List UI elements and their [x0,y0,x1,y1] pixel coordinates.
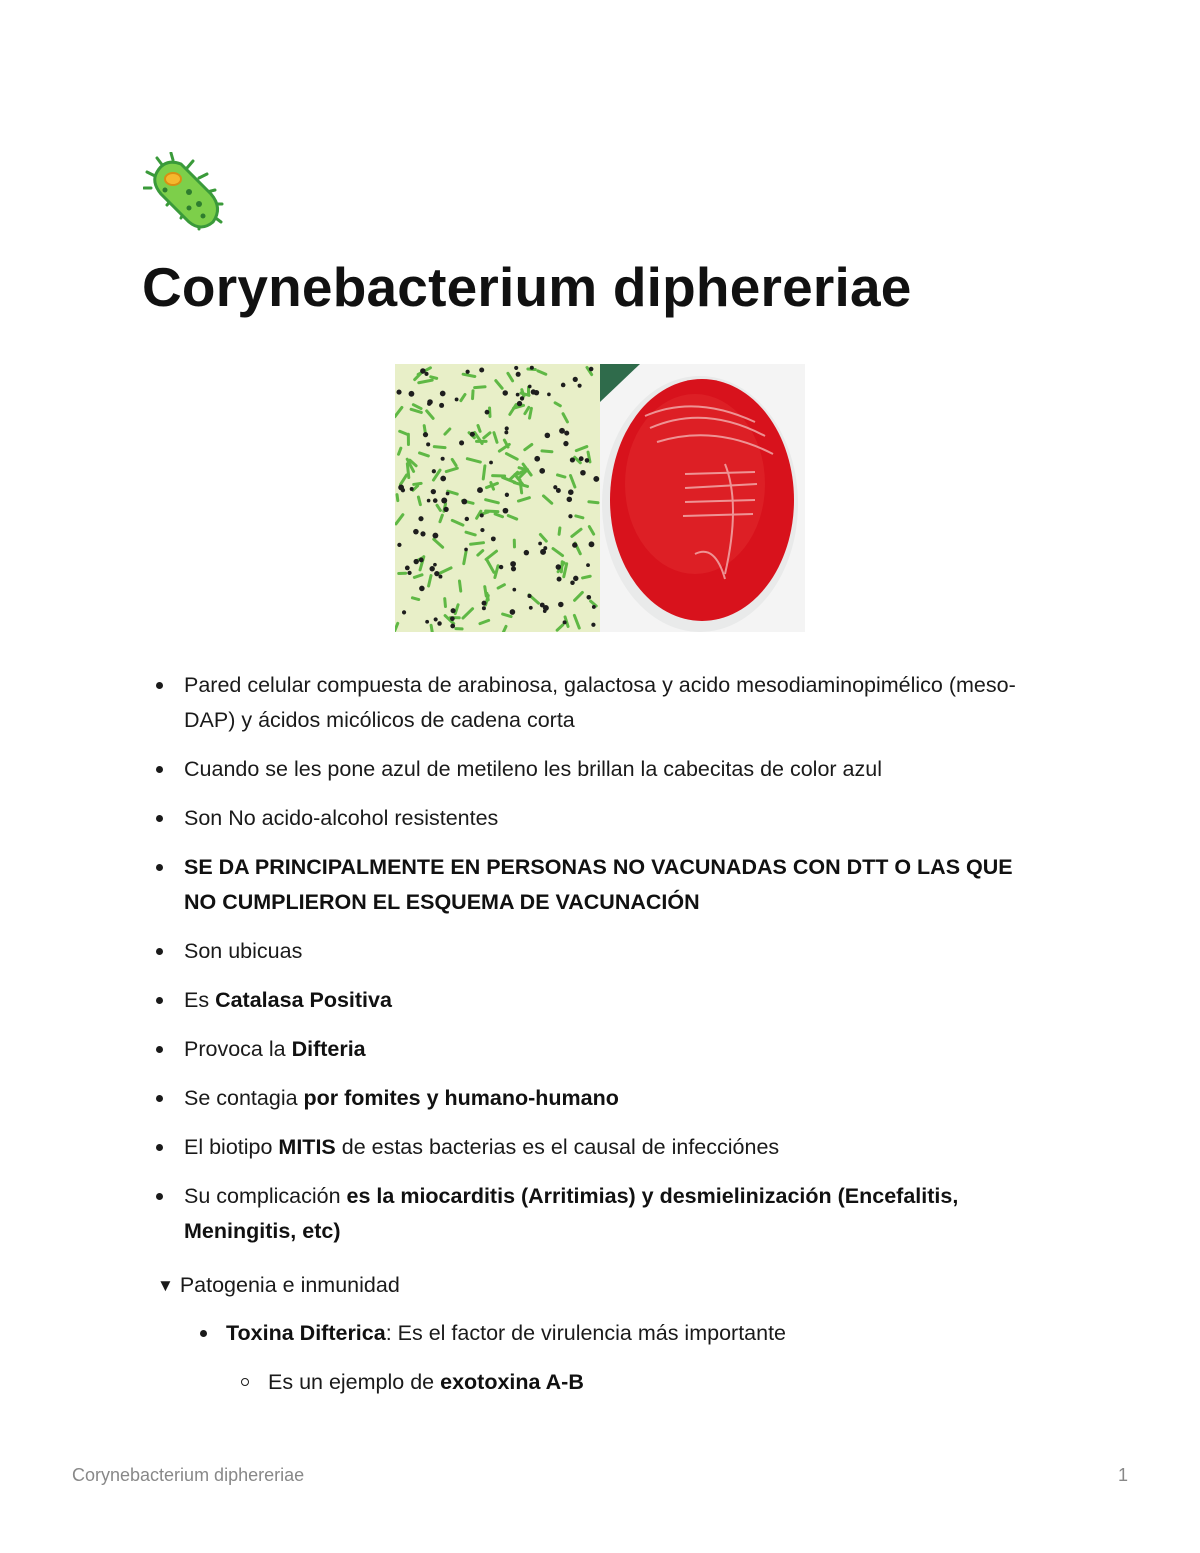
list-item [0,850,1044,920]
granule-dot [573,377,578,382]
granule-dot [545,433,551,439]
granule-dot [510,609,516,615]
granule-dot [409,391,415,397]
granule-dot [470,432,475,437]
granule-dot [459,440,464,445]
bacillus-rod [487,593,488,600]
list-item-text: de estas bacterias es el causal de infecciónes [335,1135,780,1159]
footer-title: Corynebacterium diphereriae [72,1465,305,1485]
granule-dot [505,426,509,430]
sub-sub-bullet [0,1365,1200,1400]
bacillus-rod [414,483,421,484]
granule-dot [396,390,401,395]
granule-dot [418,516,423,521]
granule-dot [451,608,456,613]
granule-dot [570,580,575,585]
footer-page-number: 1 [1117,1465,1128,1485]
granule-dot [543,546,547,550]
list-item [0,983,1044,1018]
granule-dot [539,468,545,474]
granule-dot [586,563,590,567]
list-item [0,1179,1044,1249]
granule-dot [589,367,594,372]
list-item-text: Son No acido-alcohol resistentes [184,806,499,830]
granule-dot [465,517,469,521]
granule-dot [466,370,470,374]
list-item-bold-text: Difteria [291,1037,366,1061]
granule-dot [589,541,595,547]
bacillus-rod [397,495,398,501]
granule-dot [511,566,516,571]
list-item-text: Son ubicuas [184,939,303,963]
bacillus-rod [424,426,425,433]
granule-dot [434,571,439,576]
granule-dot [517,401,522,406]
granule-dot [485,410,490,415]
granule-dot [528,385,532,389]
granule-dot [579,456,584,461]
bacillus-rod [559,528,560,534]
granule-dot [427,499,431,503]
list-item-text: Cuando se les pone azul de metileno les brillan la cabecitas de color azul [184,757,882,781]
granule-dot [433,498,438,503]
granule-dot [434,617,438,621]
granule-dot [444,507,449,512]
granule-dot [431,489,436,494]
granule-dot [429,566,434,571]
granule-dot [433,563,437,567]
bullet-list [0,668,1200,1249]
granule-dot [446,492,450,496]
sub-bullet-bold: Toxina Difterica [226,1321,386,1345]
granule-dot [593,476,599,482]
granule-dot [503,508,509,514]
granule-dot [510,561,516,567]
granule-dot [567,497,573,503]
list-item-text: Pared celular compuesta de arabinosa, galactosa y acido mesodiaminopimélico (meso-DAP) y ácidos micólicos de cadena corta [184,673,1016,732]
list-item-text: Es [184,988,216,1012]
bacillus-rod [486,511,498,512]
granule-dot [585,458,590,463]
bacillus-rod [434,447,445,448]
granule-dot [572,542,577,547]
bacillus-rod [483,466,485,479]
bacillus-rod [576,516,583,518]
granule-dot [479,368,484,373]
granule-dot [407,571,411,575]
list-item-bold-text: es la miocarditis (Arritimias) y desmielinización (Encefalitis, Meningitis, etc) [184,1184,959,1243]
granule-dot [527,594,531,598]
granule-dot [563,441,568,446]
granule-dot [480,528,484,532]
granule-dot [439,403,444,408]
list-item [0,1130,1044,1165]
granule-dot [425,620,429,624]
bacteria-figure [395,364,805,632]
list-item-bold-text: por fomites y humano-humano [303,1086,619,1110]
granule-dot [524,550,529,555]
granule-dot [489,461,493,465]
list-item-bold-text: SE DA PRINCIPALMENTE EN PERSONAS NO VACUNADAS CON DTT O LAS QUE NO CUMPLIERON EL ESQUEMA DE VACUNACIÓN [184,855,1013,914]
sub-bullet [0,1316,1200,1351]
granule-dot [440,476,446,482]
granule-dot [573,576,578,581]
list-item-text: Provoca la [184,1037,292,1061]
granule-dot [441,457,445,461]
bacillus-rod [445,599,446,607]
granule-dot [499,565,503,569]
triangle-down-icon: ▼ [157,1276,174,1295]
granule-dot [491,536,496,541]
granule-dot [405,566,410,571]
granule-dot [502,390,507,395]
granule-dot [482,601,487,606]
bacillus-rod [412,598,418,600]
granule-dot [547,393,551,397]
granule-dot [516,393,520,397]
sub-sub-bullet-text: Es un ejemplo de [268,1370,441,1394]
granule-dot [427,402,431,406]
granule-dot [561,383,566,388]
list-item-bold-text: Catalasa Positiva [215,988,392,1012]
blood-agar-plate-image [600,364,805,632]
granule-dot [477,487,483,493]
granule-dot [450,624,455,629]
list-item-text: Su complicación [184,1184,347,1208]
granule-dot [570,457,575,462]
microbe-icon [143,152,227,236]
granule-dot [423,432,428,437]
bacillus-rod [471,543,484,545]
granule-dot [413,529,419,535]
granule-dot [543,605,549,611]
granule-dot [419,586,425,592]
granule-dot [564,431,569,436]
granule-dot [556,564,562,570]
granule-dot [568,489,574,495]
granule-dot [514,366,518,370]
granule-dot [529,606,533,610]
bacillus-rod [583,576,591,578]
granule-dot [461,499,467,505]
granule-dot [464,548,468,552]
list-item [0,801,1044,836]
list-item [0,668,1044,738]
granule-dot [402,610,406,614]
list-item-text: Se contagia [184,1086,304,1110]
granule-dot [557,577,562,582]
granule-dot [586,595,591,600]
granule-dot [480,513,484,517]
granule-dot [578,384,582,388]
granule-dot [530,366,534,370]
granule-dot [432,469,436,473]
bacillus-rod [418,497,420,505]
bacillus-rod [558,475,565,477]
granule-dot [516,372,521,377]
toggle-patogenia[interactable] [157,1268,400,1303]
granule-dot [441,497,447,503]
granule-dot [559,428,565,434]
bacillus-rod [542,451,552,452]
page-title: Corynebacterium diphereriae [142,256,912,318]
list-item [0,1081,1044,1116]
granule-dot [591,623,595,627]
list-item [0,1032,1044,1067]
bacillus-rod [589,502,598,503]
granule-dot [437,621,441,625]
granule-dot [534,456,540,462]
granule-dot [538,542,542,546]
sub-sub-bullet-bold: exotoxina A-B [440,1370,584,1394]
granule-dot [512,588,516,592]
bacillus-rod [407,464,408,478]
granule-dot [438,575,442,579]
sub-bullet-text: : Es el factor de virulencia más importante [385,1321,787,1345]
granule-dot [580,470,586,476]
bacillus-rod [431,377,437,379]
granule-dot [398,485,404,491]
granule-dot [410,487,414,491]
granule-dot [558,602,564,608]
granule-dot [568,514,572,518]
bacillus-rod [530,408,532,418]
granule-dot [520,396,524,400]
granule-dot [592,605,596,609]
granule-dot [397,543,401,547]
granule-dot [505,493,509,497]
bacillus-rod [478,425,480,431]
bullet-list-container [0,668,1200,1263]
granule-dot [534,390,539,395]
bacillus-rod [520,480,522,493]
list-item-bold-text: MITIS [278,1135,336,1159]
list-item [0,752,1044,787]
granule-dot [420,531,425,536]
bacillus-rod [475,387,485,388]
granule-dot [432,533,438,539]
bacillus-rod [431,625,432,632]
list-item-text: El biotipo [184,1135,279,1159]
granule-dot [553,485,557,489]
granule-dot [419,558,424,563]
microscope-stain-image [395,364,600,632]
granule-dot [426,442,430,446]
granule-dot [563,620,567,624]
list-item [0,934,1044,969]
granule-dot [440,391,446,397]
granule-dot [504,430,508,434]
granule-dot [414,559,419,564]
bacillus-rod [459,581,460,591]
granule-dot [455,397,459,401]
toggle-label: Patogenia e inmunidad [179,1273,400,1297]
granule-dot [482,606,486,610]
granule-dot [450,616,455,621]
granule-dot [424,372,428,376]
